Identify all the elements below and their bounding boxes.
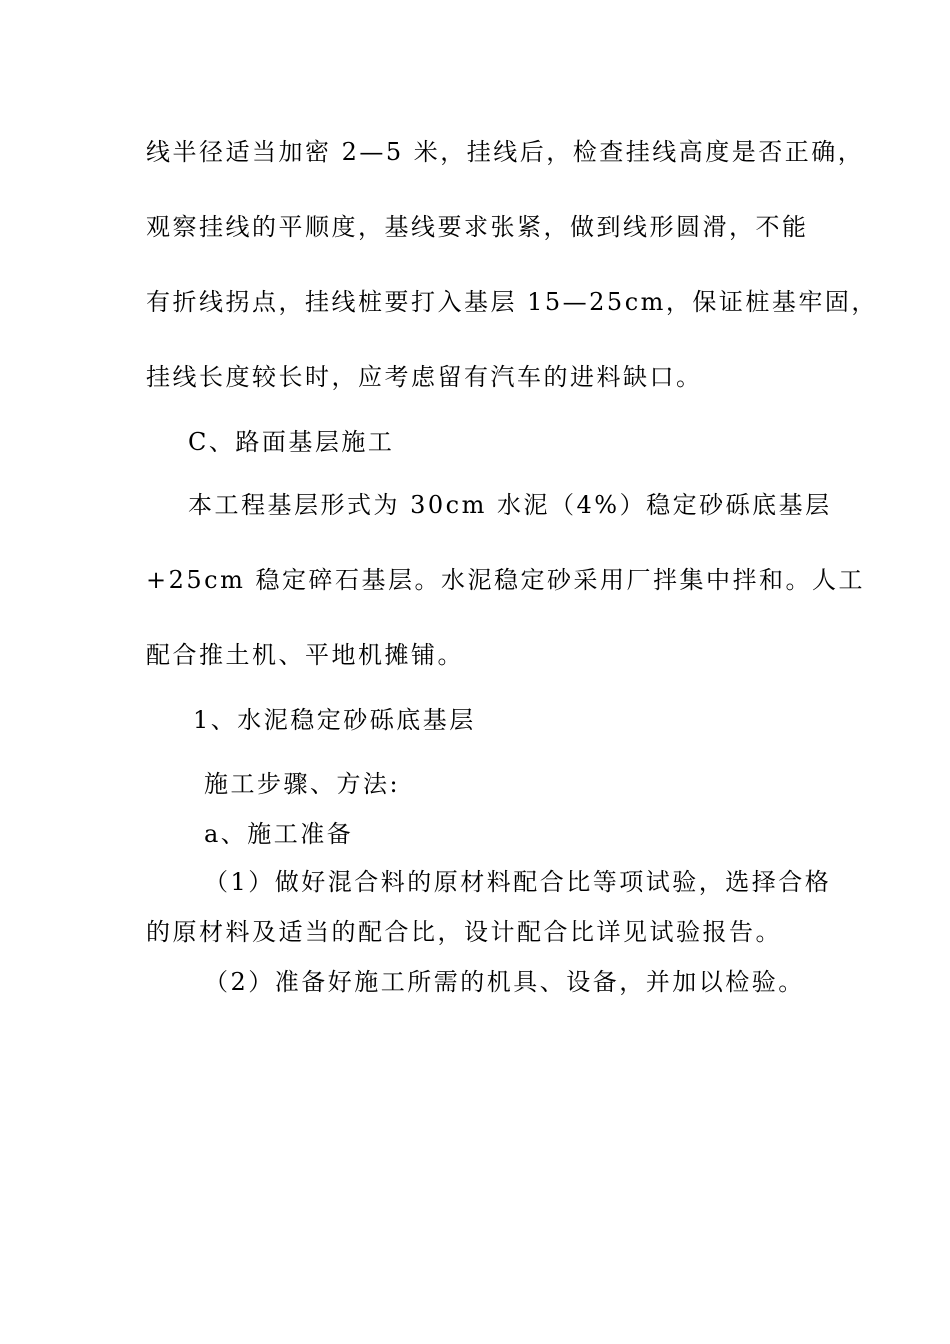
subsection-heading: 1、水泥稳定砂砾底基层 <box>193 706 476 734</box>
paragraph-line: 配合推土机、平地机摊铺。 <box>146 641 464 669</box>
paragraph-line: 施工步骤、方法: <box>204 770 401 798</box>
paragraph-line: 挂线长度较长时，应考虑留有汽车的进料缺口。 <box>146 363 703 391</box>
list-item: （1）做好混合料的原材料配合比等项试验，选择合格 <box>204 868 832 896</box>
paragraph-line: +25cm 稳定碎石基层。水泥稳定砂采用厂拌集中拌和。人工 <box>146 566 865 594</box>
list-item-continuation: 的原材料及适当的配合比，设计配合比详见试验报告。 <box>146 918 782 946</box>
section-heading: C、路面基层施工 <box>188 428 395 456</box>
item-heading: a、施工准备 <box>204 820 354 848</box>
paragraph-line: 线半径适当加密 2—5 米，挂线后，检查挂线高度是否正确， <box>146 138 865 166</box>
list-item: （2）准备好施工所需的机具、设备，并加以检验。 <box>204 968 805 996</box>
paragraph-line: 本工程基层形式为 30cm 水泥（4%）稳定砂砾底基层 <box>188 491 832 519</box>
paragraph-line: 观察挂线的平顺度，基线要求张紧，做到线形圆滑，不能 <box>146 213 809 241</box>
paragraph-line: 有折线拐点，挂线桩要打入基层 15—25cm，保证桩基牢固， <box>146 288 878 316</box>
